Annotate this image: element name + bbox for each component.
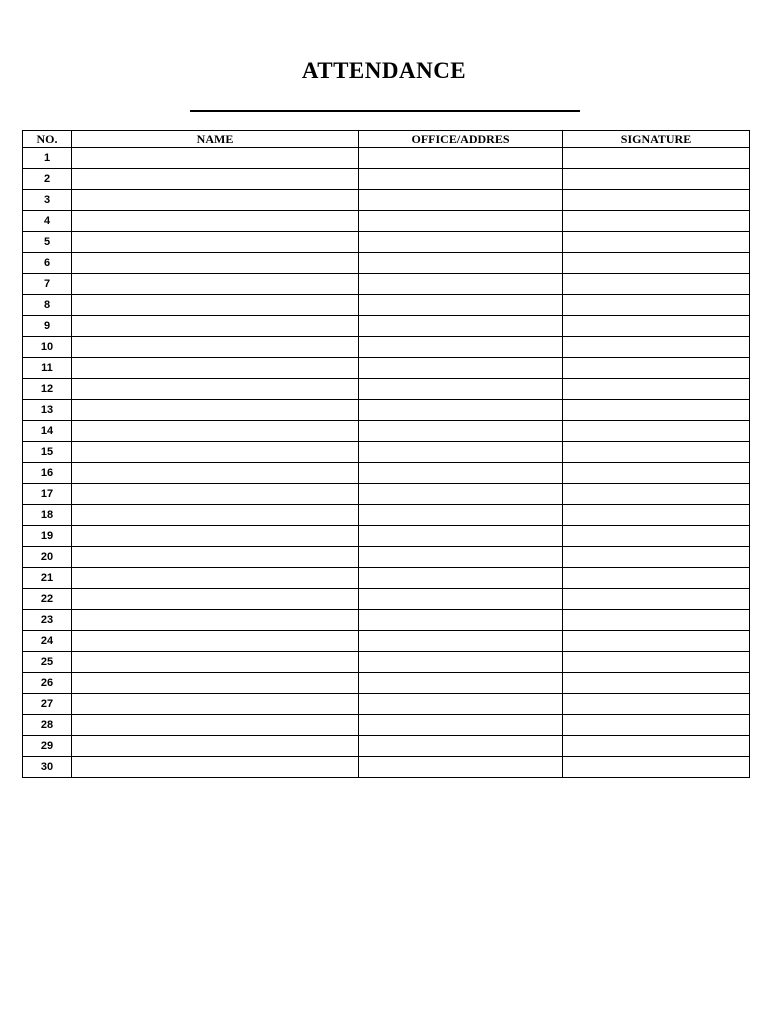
signature-cell[interactable] <box>563 337 750 358</box>
row-number-cell: 17 <box>23 484 72 505</box>
office-address-cell[interactable] <box>359 631 563 652</box>
name-cell[interactable] <box>72 400 359 421</box>
row-number-cell: 20 <box>23 547 72 568</box>
office-address-cell[interactable] <box>359 505 563 526</box>
office-address-cell[interactable] <box>359 484 563 505</box>
office-address-cell[interactable] <box>359 358 563 379</box>
row-number-cell: 22 <box>23 589 72 610</box>
table-row <box>23 631 750 652</box>
office-address-cell[interactable] <box>359 463 563 484</box>
row-number-cell: 6 <box>23 253 72 274</box>
name-cell[interactable] <box>72 715 359 736</box>
table-row <box>23 316 750 337</box>
name-cell[interactable] <box>72 505 359 526</box>
name-cell[interactable] <box>72 442 359 463</box>
row-number-cell: 29 <box>23 736 72 757</box>
row-number-cell: 30 <box>23 757 72 778</box>
name-cell[interactable] <box>72 757 359 778</box>
office-address-cell[interactable] <box>359 316 563 337</box>
table-row <box>23 442 750 463</box>
table-row <box>23 253 750 274</box>
office-address-cell[interactable] <box>359 568 563 589</box>
row-number-cell: 25 <box>23 652 72 673</box>
signature-cell[interactable] <box>563 400 750 421</box>
table-row <box>23 694 750 715</box>
document-title: ATTENDANCE <box>301 58 467 83</box>
office-address-cell[interactable] <box>359 379 563 400</box>
row-number-cell: 12 <box>23 379 72 400</box>
signature-cell[interactable] <box>563 505 750 526</box>
name-cell[interactable] <box>72 694 359 715</box>
name-cell[interactable] <box>72 673 359 694</box>
table-row <box>23 484 750 505</box>
signature-cell[interactable] <box>563 316 750 337</box>
name-cell[interactable] <box>72 736 359 757</box>
table-row <box>23 274 750 295</box>
signature-cell[interactable] <box>563 463 750 484</box>
signature-cell[interactable] <box>563 610 750 631</box>
name-cell[interactable] <box>72 568 359 589</box>
office-address-cell[interactable] <box>359 253 563 274</box>
signature-cell[interactable] <box>563 274 750 295</box>
table-row <box>23 652 750 673</box>
office-address-cell[interactable] <box>359 295 563 316</box>
table-row <box>23 568 750 589</box>
row-number-cell: 7 <box>23 274 72 295</box>
office-address-cell[interactable] <box>359 148 563 169</box>
office-address-cell[interactable] <box>359 589 563 610</box>
office-address-cell[interactable] <box>359 547 563 568</box>
table-row <box>23 337 750 358</box>
name-cell[interactable] <box>72 652 359 673</box>
signature-cell[interactable] <box>563 379 750 400</box>
signature-cell[interactable] <box>563 358 750 379</box>
row-number-cell: 14 <box>23 421 72 442</box>
header-no: NO. <box>23 131 72 148</box>
signature-cell[interactable] <box>563 421 750 442</box>
table-row <box>23 169 750 190</box>
office-address-cell[interactable] <box>359 442 563 463</box>
row-number-cell: 4 <box>23 211 72 232</box>
signature-cell[interactable] <box>563 253 750 274</box>
office-address-cell[interactable] <box>359 652 563 673</box>
name-cell[interactable] <box>72 484 359 505</box>
table-row <box>23 358 750 379</box>
table-row <box>23 379 750 400</box>
row-number-cell: 28 <box>23 715 72 736</box>
row-number-cell: 21 <box>23 568 72 589</box>
row-number-cell: 18 <box>23 505 72 526</box>
name-cell[interactable] <box>72 148 359 169</box>
row-number-cell: 23 <box>23 610 72 631</box>
signature-cell[interactable] <box>563 484 750 505</box>
row-number-cell: 16 <box>23 463 72 484</box>
row-number-cell: 2 <box>23 169 72 190</box>
name-cell[interactable] <box>72 190 359 211</box>
office-address-cell[interactable] <box>359 736 563 757</box>
attendance-table <box>22 130 750 778</box>
row-number-cell: 3 <box>23 190 72 211</box>
office-address-cell[interactable] <box>359 715 563 736</box>
name-cell[interactable] <box>72 253 359 274</box>
signature-cell[interactable] <box>563 295 750 316</box>
table-row <box>23 526 750 547</box>
name-cell[interactable] <box>72 610 359 631</box>
signature-cell[interactable] <box>563 442 750 463</box>
signature-cell[interactable] <box>563 736 750 757</box>
table-row <box>23 211 750 232</box>
table-row <box>23 610 750 631</box>
signature-cell[interactable] <box>563 673 750 694</box>
table-row <box>23 400 750 421</box>
header-row <box>23 131 750 148</box>
name-cell[interactable] <box>72 589 359 610</box>
table-row <box>23 295 750 316</box>
table-row <box>23 148 750 169</box>
office-address-cell[interactable] <box>359 610 563 631</box>
name-cell[interactable] <box>72 232 359 253</box>
signature-cell[interactable] <box>563 757 750 778</box>
table-row <box>23 190 750 211</box>
office-address-cell[interactable] <box>359 757 563 778</box>
table-row <box>23 463 750 484</box>
table-row <box>23 421 750 442</box>
office-address-cell[interactable] <box>359 526 563 547</box>
table-row <box>23 547 750 568</box>
office-address-cell[interactable] <box>359 190 563 211</box>
signature-cell[interactable] <box>563 652 750 673</box>
office-address-cell[interactable] <box>359 232 563 253</box>
signature-cell[interactable] <box>563 211 750 232</box>
header-signature: SIGNATURE <box>563 131 750 148</box>
signature-cell[interactable] <box>563 694 750 715</box>
office-address-cell[interactable] <box>359 211 563 232</box>
office-address-cell[interactable] <box>359 673 563 694</box>
table-row <box>23 505 750 526</box>
signature-cell[interactable] <box>563 547 750 568</box>
table-row <box>23 736 750 757</box>
row-number-cell: 26 <box>23 673 72 694</box>
row-number-cell: 27 <box>23 694 72 715</box>
signature-cell[interactable] <box>563 190 750 211</box>
table-row <box>23 589 750 610</box>
header-name: NAME <box>72 131 359 148</box>
signature-cell[interactable] <box>563 526 750 547</box>
title-underline <box>190 110 580 112</box>
row-number-cell: 13 <box>23 400 72 421</box>
name-cell[interactable] <box>72 211 359 232</box>
signature-cell[interactable] <box>563 169 750 190</box>
table-body <box>23 148 750 778</box>
table-row <box>23 673 750 694</box>
signature-cell[interactable] <box>563 631 750 652</box>
row-number-cell: 19 <box>23 526 72 547</box>
signature-cell[interactable] <box>563 715 750 736</box>
row-number-cell: 5 <box>23 232 72 253</box>
office-address-cell[interactable] <box>359 694 563 715</box>
row-number-cell: 24 <box>23 631 72 652</box>
office-address-cell[interactable] <box>359 274 563 295</box>
signature-cell[interactable] <box>563 232 750 253</box>
name-cell[interactable] <box>72 547 359 568</box>
table-row <box>23 715 750 736</box>
name-cell[interactable] <box>72 631 359 652</box>
row-number-cell: 1 <box>23 148 72 169</box>
table-row <box>23 757 750 778</box>
office-address-cell[interactable] <box>359 421 563 442</box>
name-cell[interactable] <box>72 379 359 400</box>
name-cell[interactable] <box>72 526 359 547</box>
name-cell[interactable] <box>72 421 359 442</box>
name-cell[interactable] <box>72 337 359 358</box>
name-cell[interactable] <box>72 316 359 337</box>
signature-cell[interactable] <box>563 589 750 610</box>
signature-cell[interactable] <box>563 148 750 169</box>
office-address-cell[interactable] <box>359 337 563 358</box>
name-cell[interactable] <box>72 358 359 379</box>
name-cell[interactable] <box>72 463 359 484</box>
table-row <box>23 232 750 253</box>
name-cell[interactable] <box>72 274 359 295</box>
row-number-cell: 11 <box>23 358 72 379</box>
name-cell[interactable] <box>72 295 359 316</box>
row-number-cell: 9 <box>23 316 72 337</box>
office-address-cell[interactable] <box>359 169 563 190</box>
row-number-cell: 15 <box>23 442 72 463</box>
row-number-cell: 10 <box>23 337 72 358</box>
signature-cell[interactable] <box>563 568 750 589</box>
row-number-cell: 8 <box>23 295 72 316</box>
header-office-address: OFFICE/ADDRES <box>359 131 563 148</box>
name-cell[interactable] <box>72 169 359 190</box>
office-address-cell[interactable] <box>359 400 563 421</box>
